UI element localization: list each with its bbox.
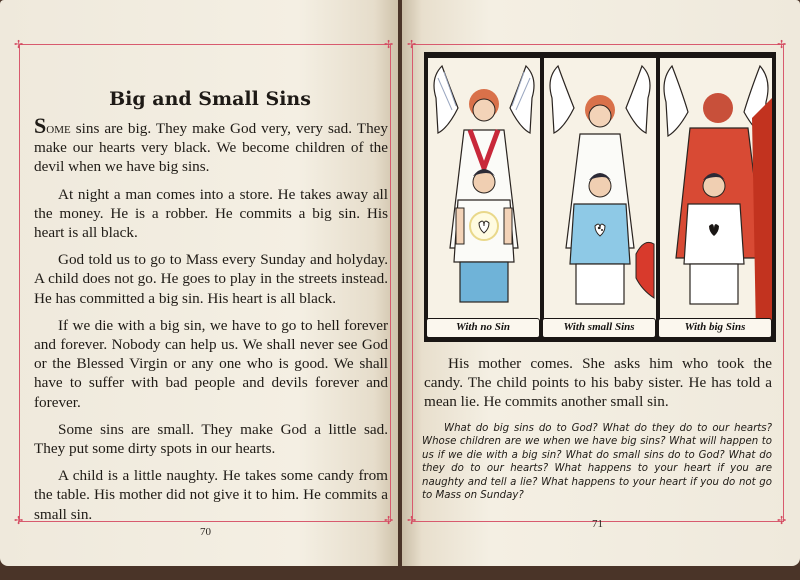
paragraph: God told us to go to Mass every Sunday and holyday. A child does not go. He goes to play in the streets instead. He has committed a big sin. His heart is all black. xyxy=(34,251,388,307)
corner-ornament: ✢ xyxy=(777,38,787,51)
illustration-caption: With small Sins xyxy=(542,318,656,338)
angel-with-child-figure xyxy=(544,58,656,334)
paragraph-text: sins are big. They make God very, very sad. They make our hearts very black. We become children of the devil when we have big sins. xyxy=(34,120,388,176)
review-questions xyxy=(422,422,772,502)
corner-ornament: ✢ xyxy=(14,514,24,527)
paragraph: A child is a little naughty. He takes some candy from the table. His mother did not give it to him. He commits a small sin. xyxy=(34,467,388,523)
paragraph: His mother comes. She asks him who took the candy. The child points to his baby sister. He has told a mean lie. He commits another small sin. xyxy=(424,355,772,411)
corner-ornament: ✢ xyxy=(14,38,24,51)
corner-ornament: ✢ xyxy=(407,38,417,51)
page-number: 71 xyxy=(592,518,603,530)
corner-ornament: ✢ xyxy=(384,514,394,527)
corner-ornament: ✢ xyxy=(384,38,394,51)
paragraph: If we die with a big sin, we have to go to hell forever and forever. Nobody can help us. We shall never see God or the Blessed Virgin or any one who is good. We shall have to suffer with bad people and devils forever and forever. xyxy=(34,316,388,411)
paragraph xyxy=(34,113,388,177)
right-page-body xyxy=(424,354,772,412)
illustration-caption: With big Sins xyxy=(658,318,772,338)
right-page xyxy=(402,0,800,566)
illustration-panel-small-sins xyxy=(544,58,656,334)
drop-cap: S xyxy=(34,113,47,138)
illustration xyxy=(424,52,776,342)
corner-ornament: ✢ xyxy=(777,514,787,527)
illustration-caption: With no Sin xyxy=(426,318,540,338)
page-title: Big and Small Sins xyxy=(109,88,311,110)
left-page-body xyxy=(34,113,388,532)
questions-text: What do big sins do to God? What do they do to our hearts? Whose children are we when we have big sins? What will happen to us if we die with a big sin? What do small sins do to God? What do they do to our hearts? What happens to your heart if you are naughty and tell a lie? What happens to your heart if you do not go to Mass on Sunday? xyxy=(422,423,772,502)
paragraph: At night a man comes into a store. He takes away all the money. He is a robber. He commits a big sin. His heart is all black. xyxy=(34,185,388,242)
left-page xyxy=(0,0,398,566)
illustration-panel-big-sins xyxy=(660,58,772,334)
illustration-panel-no-sin xyxy=(428,58,540,334)
angel-with-child-figure xyxy=(428,58,540,334)
angel-with-child-figure xyxy=(660,58,772,334)
small-caps: ome xyxy=(46,120,71,137)
corner-ornament: ✢ xyxy=(407,514,417,527)
paragraph: Some sins are small. They make God a little sad. They put some dirty spots in our hearts. xyxy=(34,420,388,458)
page-number: 70 xyxy=(200,526,211,538)
